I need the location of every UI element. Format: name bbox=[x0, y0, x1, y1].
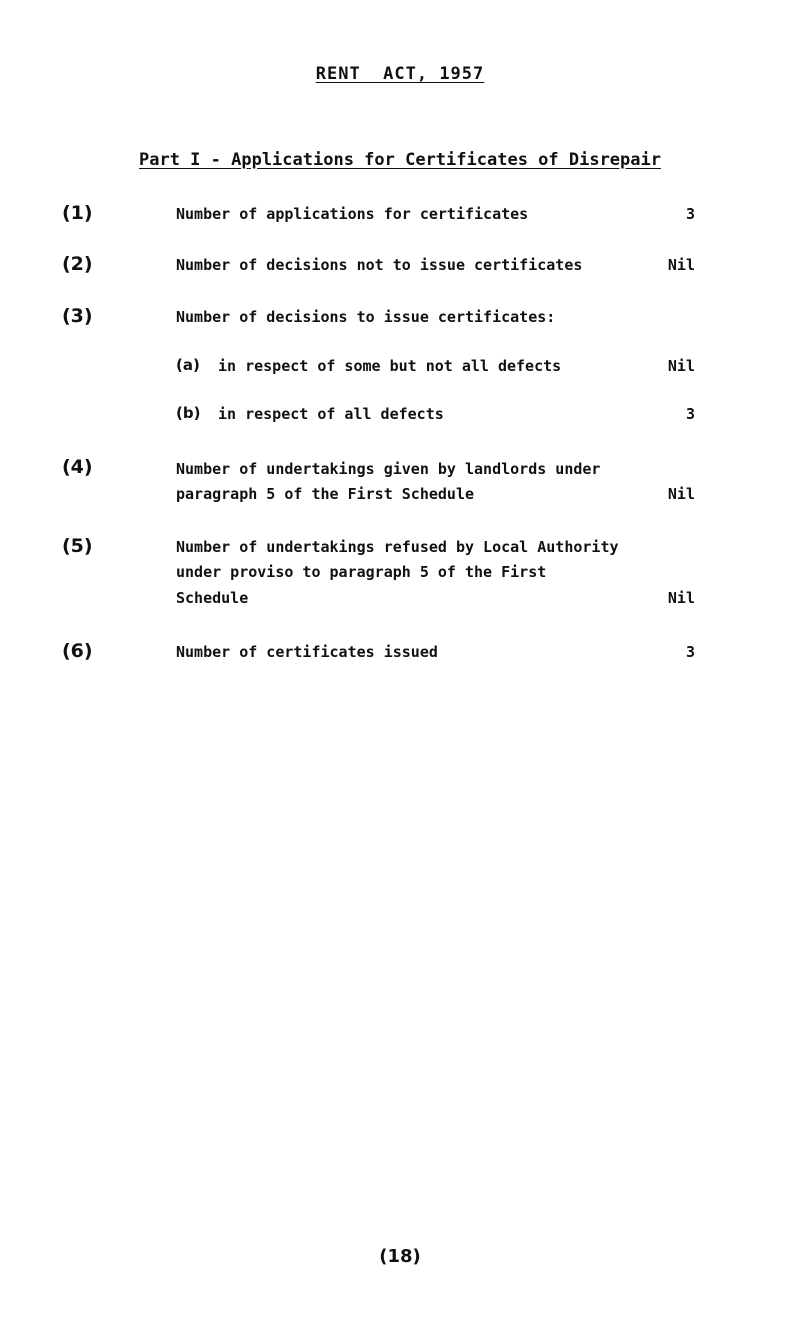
item-number: (4) bbox=[62, 456, 93, 478]
item-value: Nil bbox=[667, 256, 695, 274]
item-value: 3 bbox=[685, 205, 695, 223]
item-text: Number of applications for certificates bbox=[176, 205, 529, 223]
item-text: Number of certificates issued bbox=[176, 643, 438, 661]
item-number: (6) bbox=[62, 640, 93, 662]
item-text: under proviso to paragraph 5 of the First bbox=[176, 563, 547, 581]
subitem-label: (a) bbox=[176, 356, 200, 374]
item-text: Schedule bbox=[176, 589, 249, 607]
subitem-text: in respect of some but not all defects bbox=[218, 357, 562, 375]
item-text: Number of undertakings given by landlords under bbox=[176, 460, 601, 478]
item-value: Nil bbox=[667, 485, 695, 503]
item-text: Number of undertakings refused by Local Authority bbox=[176, 538, 619, 556]
item-number: (5) bbox=[62, 535, 93, 557]
item-value: 3 bbox=[685, 643, 695, 661]
item-value: Nil bbox=[667, 589, 695, 607]
item-number: (3) bbox=[62, 305, 93, 327]
subitem-value: Nil bbox=[667, 357, 695, 375]
section-subtitle: Part I - Applications for Certificates of Disrepair bbox=[139, 150, 661, 170]
document-title: RENT ACT, 1957 bbox=[315, 64, 485, 84]
page-number: (18) bbox=[379, 1246, 421, 1267]
item-text: Number of decisions not to issue certificates bbox=[176, 256, 583, 274]
item-number: (2) bbox=[62, 253, 93, 275]
item-text: Number of decisions to issue certificates: bbox=[176, 308, 556, 326]
subitem-text: in respect of all defects bbox=[218, 405, 444, 423]
item-number: (1) bbox=[62, 202, 93, 224]
subitem-value: 3 bbox=[685, 405, 695, 423]
item-text: paragraph 5 of the First Schedule bbox=[176, 485, 475, 503]
subitem-label: (b) bbox=[176, 404, 201, 422]
